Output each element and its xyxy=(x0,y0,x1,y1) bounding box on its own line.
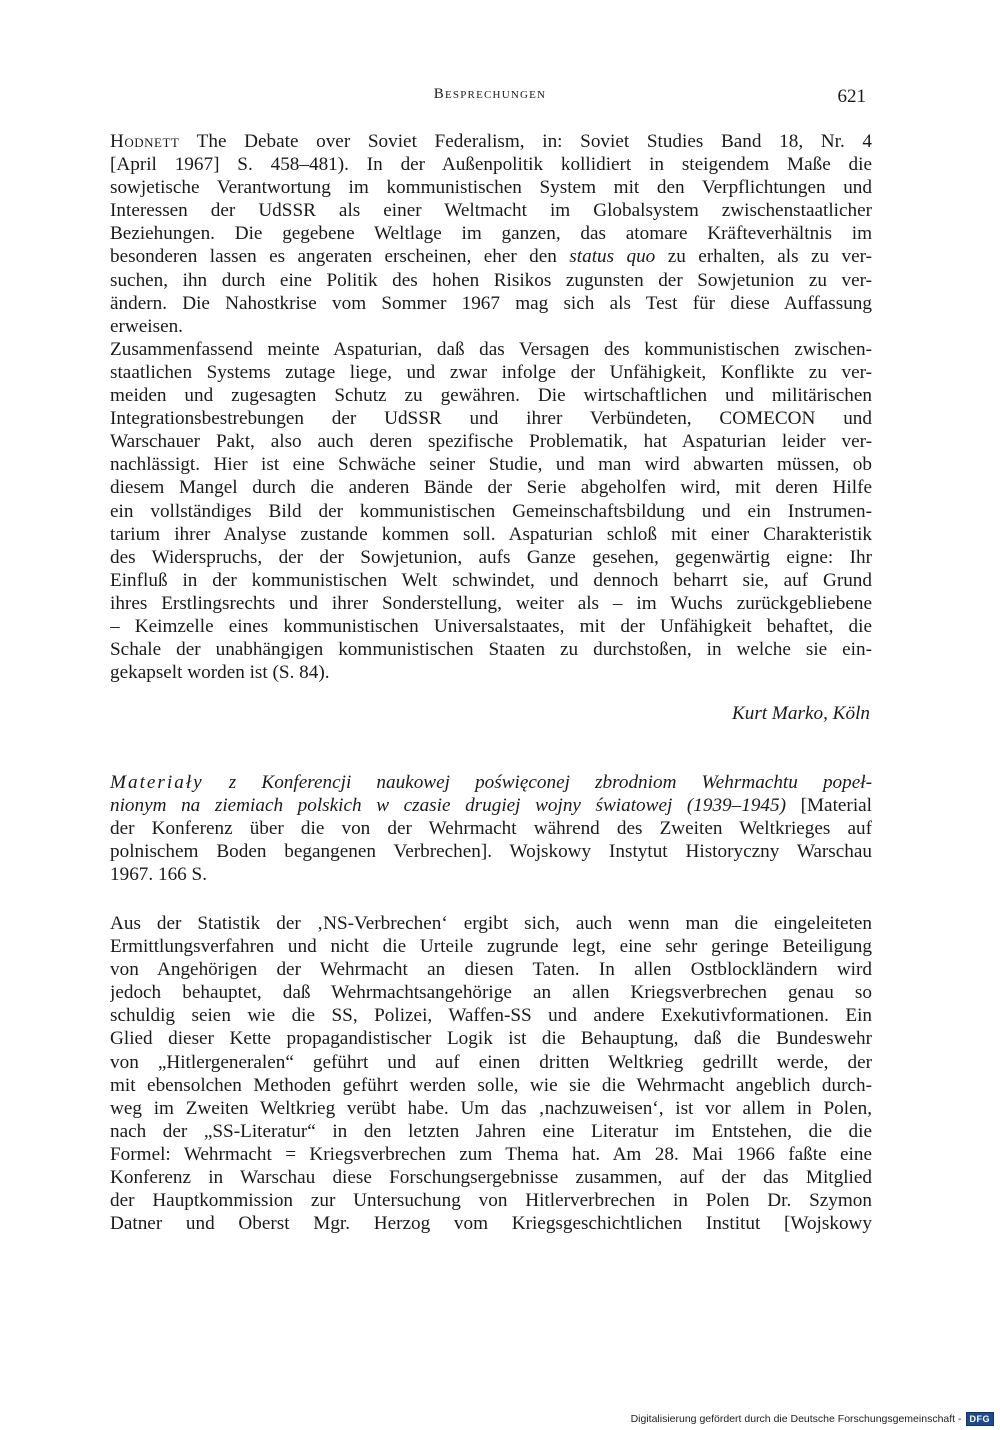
text-segment: tarium ihrer Analyse zustande kommen soll. Aspaturian schloß mit einer Charakteristik xyxy=(110,523,872,545)
text-segment: ein vollständiges Bild der kommunistischen Gemeinschaftsbildung und ein Instrumen- xyxy=(110,500,872,522)
text-segment: Aus der Statistik der ‚NS-Verbrechen‘ ergibt sich, auch wenn man die eingeleiteten xyxy=(110,913,872,934)
text-line xyxy=(110,361,872,384)
text-segment: Einfluß in der kommunistischen Welt schwindet, und dennoch beharrt sie, auf Grund xyxy=(110,569,872,591)
text-segment: The Debate over Soviet Federalism, in: Soviet Studies Band 18, Nr. 4 xyxy=(179,131,872,152)
text-segment: Ermittlungsverfahren und nicht die Urteile zugrunde legt, eine sehr geringe Beteiligung xyxy=(110,936,872,958)
text-segment: mit ebensolchen Methoden geführt werden solle, wie sie die Wehrmacht angeblich durch- xyxy=(110,1074,872,1096)
text-segment: ihres Erstlingsrechts und ihrer Sonderstellung, weiter als – im Wuchs zurückgebliebene xyxy=(110,592,872,614)
text-line xyxy=(110,476,872,499)
text-line xyxy=(110,817,872,840)
text-line xyxy=(110,935,872,958)
text-line xyxy=(110,222,872,245)
text-segment: Formel: Wehrmacht = Kriegsverbrechen zum Thema hat. Am 28. Mai 1966 faßte eine xyxy=(110,1143,872,1165)
text-segment: der Hauptkommission zur Untersuchung von Hitlerverbrechen in Polen Dr. Szymon xyxy=(110,1190,872,1212)
text-line xyxy=(110,500,872,523)
text-segment: der Konferenz über die von der Wehrmacht während des Zweiten Weltkrieges auf xyxy=(110,818,872,840)
text-segment: Datner und Oberst Mgr. Herzog vom Kriegsgeschichtlichen Institut [Wojskowy xyxy=(110,1213,872,1235)
text-line xyxy=(110,1051,872,1074)
text-line xyxy=(110,1120,872,1143)
text-line xyxy=(110,1212,872,1235)
page-number: 621 xyxy=(837,86,866,107)
text-segment: staatlichen Systems zutage liege, und zwar infolge der Unfähigkeit, Konflikte zu ver- xyxy=(110,361,872,383)
text-line xyxy=(110,315,872,338)
dfg-logo: DFG xyxy=(966,1412,995,1426)
text-segment: diesem Mangel durch die anderen Bände der Serie abgeholfen wird, mit deren Hilfe xyxy=(110,477,872,499)
text-segment: ändern. Die Nahostkrise vom Sommer 1967 mag sich als Test für diese Auffassung xyxy=(110,292,872,314)
text-line xyxy=(110,771,872,794)
text-line xyxy=(110,176,872,199)
review-1-text xyxy=(110,130,872,684)
digitization-footer xyxy=(631,1412,994,1426)
text-line xyxy=(110,245,872,268)
text-line xyxy=(110,638,872,661)
text-segment: Schale der unabhängigen kommunistischen Staaten zu durchstoßen, in welche sie ein- xyxy=(110,639,872,661)
text-segment: Konferenz in Warschau diese Forschungsergebnisse zusammen, auf der das Mitglied xyxy=(110,1167,872,1189)
text-segment: Materiały xyxy=(110,772,204,793)
text-line xyxy=(110,384,872,407)
text-line xyxy=(110,615,872,638)
running-head xyxy=(110,86,870,110)
text-segment: nach der „SS-Literatur“ in den letzten Jahren eine Literatur im Entstehen, die die xyxy=(110,1120,872,1142)
text-segment: [April 1967] S. 458–481). In der Außenpolitik kollidiert in steigendem Maße die xyxy=(110,154,872,176)
text-line xyxy=(110,1143,872,1166)
text-segment: meiden und zugesagten Schutz zu gewähren. Die wirtschaftlichen und militärischen xyxy=(110,385,872,407)
text-line xyxy=(110,407,872,430)
text-segment: sowjetische Verantwortung im kommunistischen System mit den Verpflichtungen und xyxy=(110,177,872,199)
text-line xyxy=(110,1166,872,1189)
text-segment: Warschauer Pakt, also auch deren spezifische Problematik, hat Aspaturian leider ver- xyxy=(110,431,872,453)
text-segment: 1967. 166 S. xyxy=(110,864,208,886)
text-line xyxy=(110,958,872,981)
running-title: Besprechungen xyxy=(433,86,547,102)
text-segment: Integrationsbestrebungen der UdSSR und ihrer Verbündeten, COMECON und xyxy=(110,408,872,430)
text-line xyxy=(110,863,872,886)
text-segment: jedoch behauptet, daß Wehrmachtsangehörige an allen Kriegsverbrechen genau so xyxy=(110,982,872,1004)
text-line xyxy=(110,269,872,292)
text-line xyxy=(110,569,872,592)
text-line xyxy=(110,1097,872,1120)
text-line xyxy=(110,130,872,153)
text-segment: des Widerspruchs, der der Sowjetunion, aufs Ganze gesehen, gegenwärtig eigne: Ihr xyxy=(110,546,872,568)
text-segment: erweisen. xyxy=(110,315,183,337)
text-line xyxy=(110,523,872,546)
review-2-citation xyxy=(110,771,872,886)
text-line xyxy=(110,292,872,315)
text-segment: Zusammenfassend meinte Aspaturian, daß das Versagen des kommunistischen zwischen- xyxy=(110,338,872,360)
text-line xyxy=(110,1004,872,1027)
text-line xyxy=(110,199,872,222)
text-line xyxy=(110,592,872,615)
text-line xyxy=(110,153,872,176)
text-segment: nionym na ziemiach polskich w czasie drugiej wojny światowej (1939–1945) xyxy=(110,795,787,817)
text-segment: gekapselt worden ist (S. 84). xyxy=(110,662,330,684)
text-line xyxy=(110,453,872,476)
text-line xyxy=(110,1027,872,1050)
text-segment: schuldig seien wie die SS, Polizei, Waffen-SS und andere Exekutivformationen. Ein xyxy=(110,1005,872,1027)
text-segment: suchen, ihn durch eine Politik des hohen Risikos zugunsten der Sowjetunion zu ver- xyxy=(110,269,872,291)
footer-text: Digitalisierung gefördert durch die Deutsche Forschungsgemeinschaft - xyxy=(630,1413,962,1425)
text-segment: – Keimzelle eines kommunistischen Universalstaates, mit der Unfähigkeit behaftet, die xyxy=(110,615,872,637)
text-segment: z Konferencji naukowej poświęconej zbrodniom Wehrmachtu popeł- xyxy=(203,772,872,793)
text-segment: weg im Zweiten Weltkrieg verübt habe. Um das ‚nachzuweisen‘, ist vor allem in Polen, xyxy=(110,1097,872,1119)
text-line xyxy=(110,794,872,817)
text-segment: besonderen lassen es angeraten erscheinen, eher den xyxy=(110,246,570,268)
reviewer-signature: Kurt Marko, Köln xyxy=(731,703,870,724)
text-line xyxy=(110,1189,872,1212)
text-line xyxy=(110,430,872,453)
author-name: Hodnett xyxy=(110,131,180,152)
text-line xyxy=(110,338,872,361)
text-line xyxy=(110,546,872,569)
text-segment: status quo xyxy=(569,246,656,268)
text-segment: Beziehungen. Die gegebene Weltlage im ganzen, das atomare Kräfteverhältnis im xyxy=(110,223,872,245)
text-segment: polnischem Boden begangenen Verbrechen]. Wojskowy Instytut Historyczny Warschau xyxy=(110,841,872,863)
text-segment: Interessen der UdSSR als einer Weltmacht im Globalsystem zwischenstaatlicher xyxy=(110,200,872,222)
text-line xyxy=(110,912,872,935)
text-line xyxy=(110,981,872,1004)
text-segment: nachlässigt. Hier ist eine Schwäche seiner Studie, und man wird abwarten müssen, ob xyxy=(110,454,872,476)
text-segment: [Material xyxy=(786,795,872,817)
review-2-body xyxy=(110,912,872,1235)
text-line xyxy=(110,840,872,863)
text-segment: zu erhalten, als zu ver- xyxy=(655,246,872,268)
text-segment: Glied dieser Kette propagandistischer Logik ist die Behauptung, daß die Bundeswehr xyxy=(110,1028,872,1050)
text-line xyxy=(110,661,872,684)
text-line xyxy=(110,1074,872,1097)
text-segment: von „Hitlergeneralen“ geführt und auf einen dritten Weltkrieg gedrillt werde, der xyxy=(110,1051,872,1073)
text-segment: von Angehörigen der Wehrmacht an diesen Taten. In allen Ostblockländern wird xyxy=(110,959,872,981)
